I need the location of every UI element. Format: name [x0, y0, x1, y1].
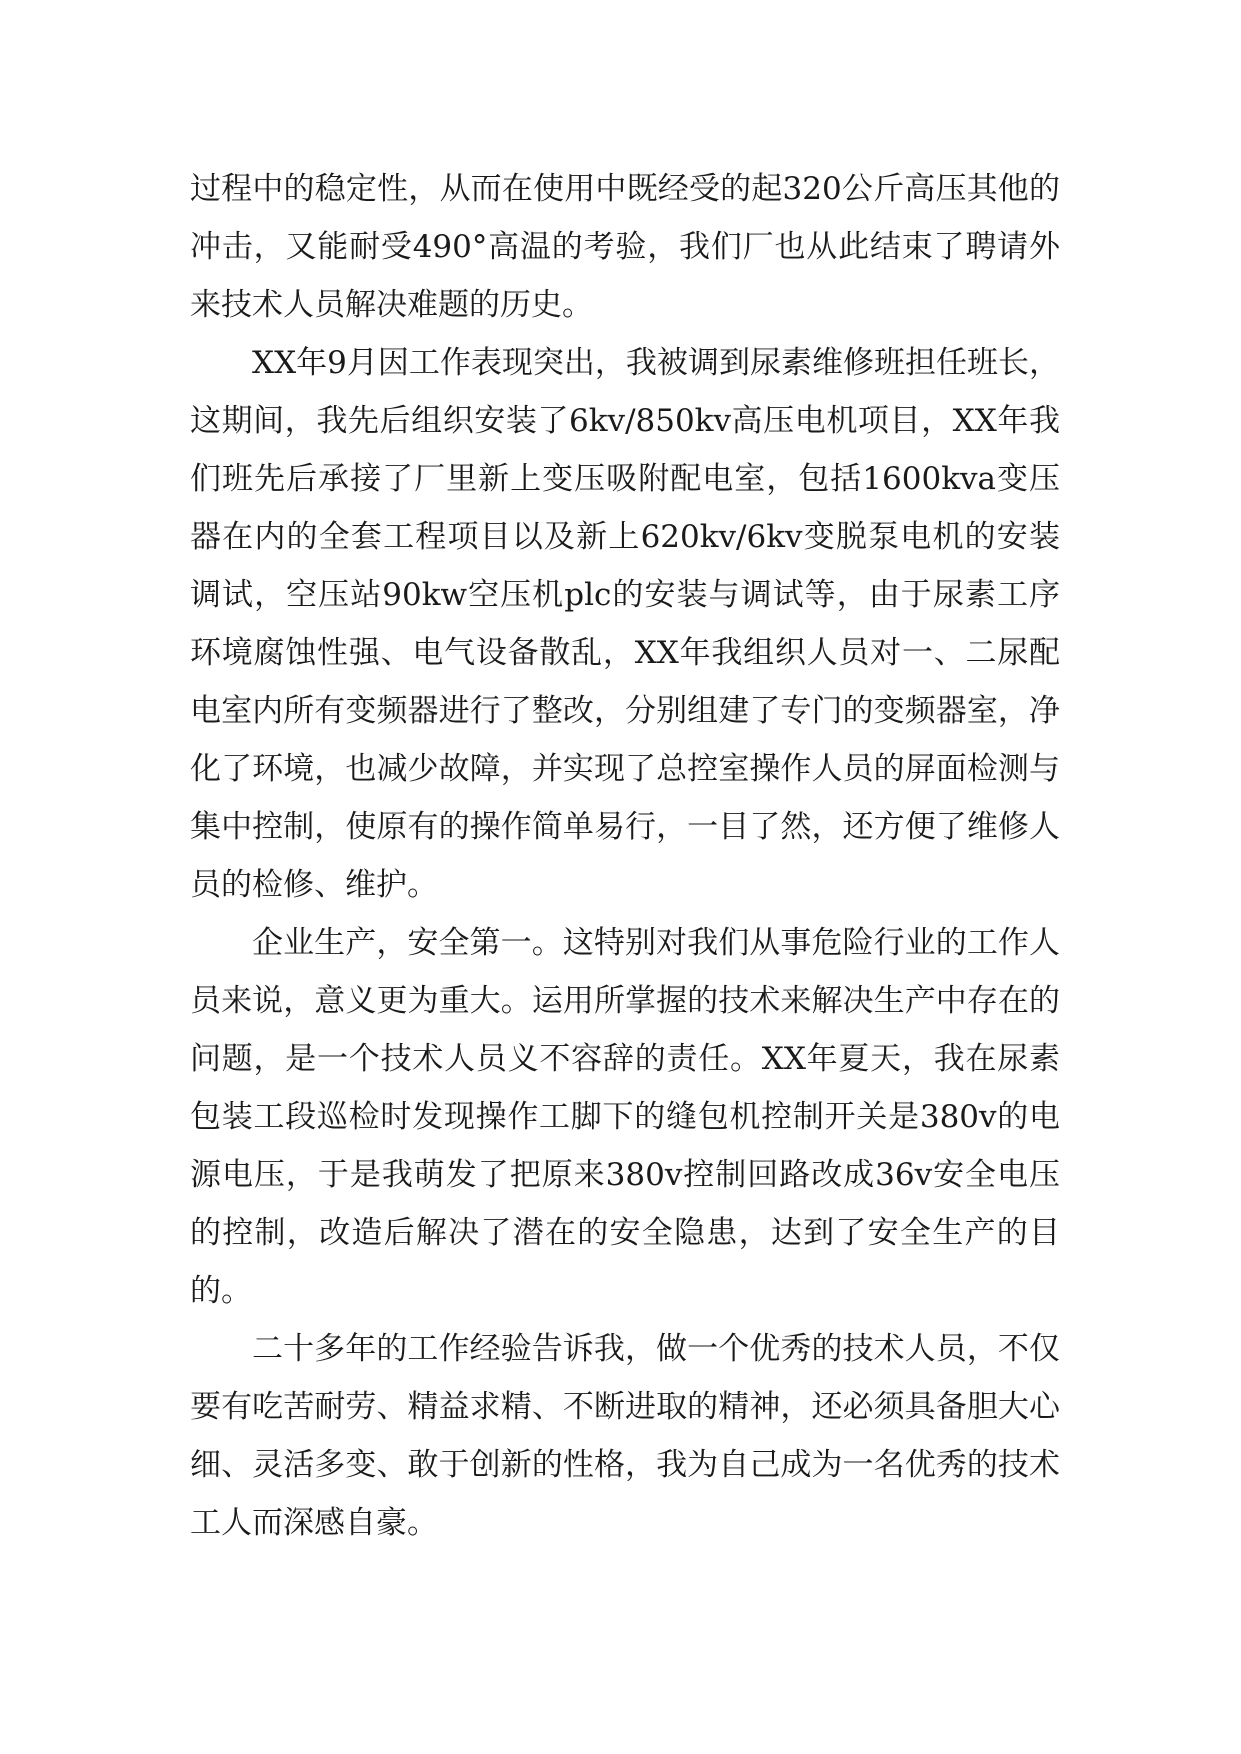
paragraph-maintenance-team: XX年9月因工作表现突出，我被调到尿素维修班担任班长，这期间，我先后组织安装了6kv/850kv高压电机项目，XX年我们班先后承接了厂里新上变压吸附配电室，包括1600kva变压器在内的全套工程项目以及新上620kv/6kv变脱泵电机的安装调试，空压站90kw空压机plc的安装与调试等，由于尿素工序环境腐蚀性强、电气设备散乱，XX年我组织人员对一、二尿配电室内所有变频器进行了整改，分别组建了专门的变频器室，净化了环境，也减少故障，并实现了总控室操作人员的屏面检测与集中控制，使原有的操作简单易行，一目了然，还方便了维修人员的检修、维护。 [190, 345, 1060, 903]
document-body [190, 160, 1060, 1552]
paragraph-safety: 企业生产，安全第一。这特别对我们从事危险行业的工作人员来说，意义更为重大。运用所掌握的技术来解决生产中存在的问题，是一个技术人员义不容辞的责任。XX年夏天，我在尿素包装工段巡检时发现操作工脚下的缝包机控制开关是380v的电源电压，于是我萌发了把原来380v控制回路改成36v安全电压的控制，改造后解决了潜在的安全隐患，达到了安全生产的目的。 [190, 925, 1060, 1309]
paragraph-conclusion: 二十多年的工作经验告诉我，做一个优秀的技术人员，不仅要有吃苦耐劳、精益求精、不断进取的精神，还必须具备胆大心细、灵活多变、敢于创新的性格，我为自己成为一名优秀的技术工人而深感自豪。 [190, 1331, 1060, 1541]
paragraph-continued: 过程中的稳定性，从而在使用中既经受的起320公斤高压其他的冲击，又能耐受490°高温的考验，我们厂也从此结束了聘请外来技术人员解决难题的历史。 [190, 171, 1060, 323]
